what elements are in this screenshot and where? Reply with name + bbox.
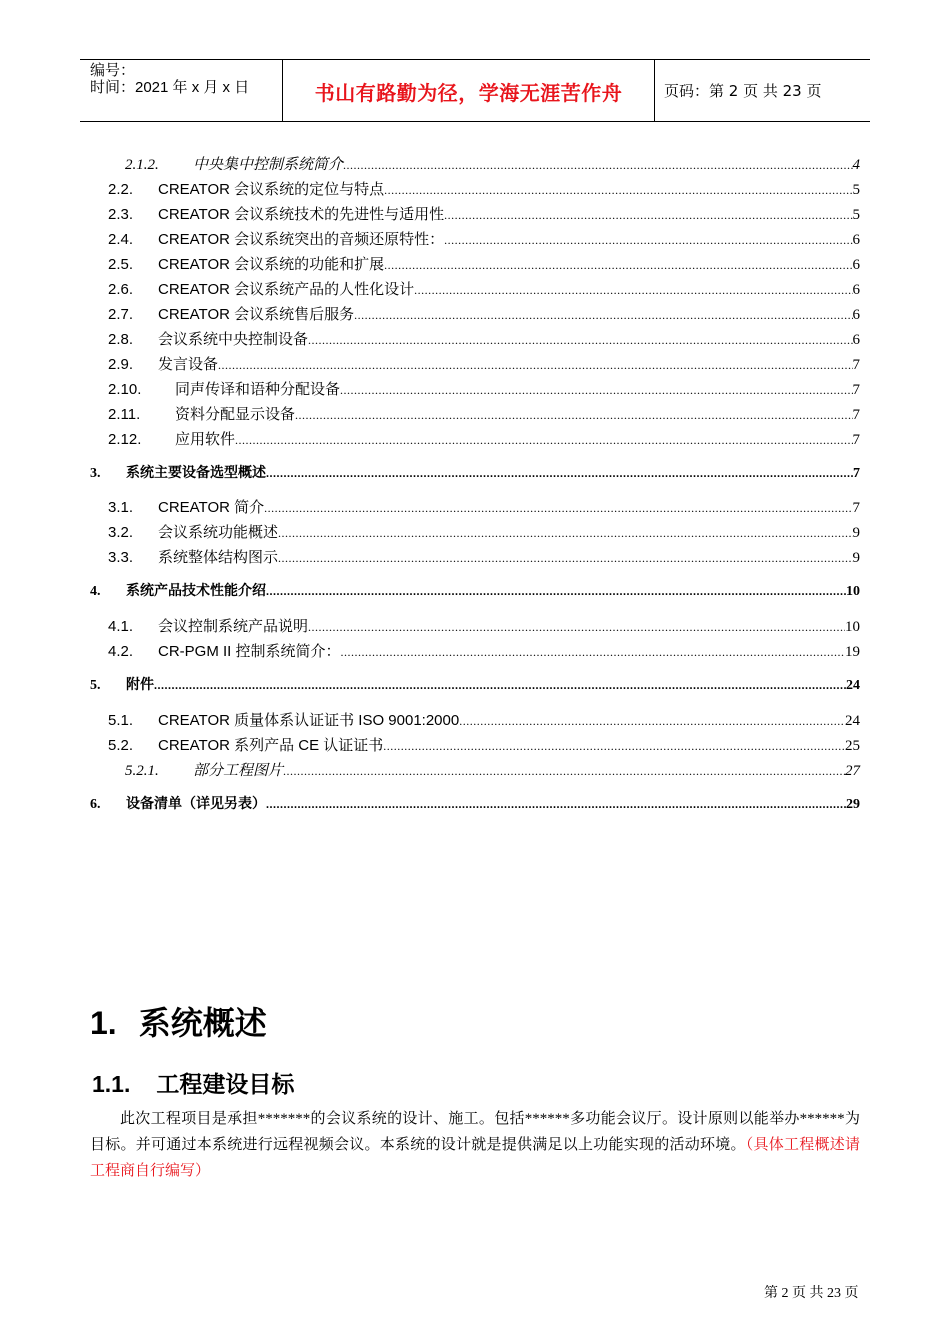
toc-number: 2.8.	[108, 331, 134, 348]
toc-entry[interactable]	[108, 615, 860, 635]
toc-number: 2.10.	[108, 381, 142, 398]
toc-number: 2.11.	[108, 406, 141, 423]
toc-title: 附件	[126, 677, 154, 693]
header-time-label: 时间：2021 年 x 月 x 日	[90, 79, 250, 96]
toc-page: 6	[852, 307, 860, 323]
section-heading	[90, 998, 267, 1044]
toc-leader	[308, 620, 845, 635]
toc-page: 24	[845, 713, 860, 729]
toc-entry[interactable]	[90, 580, 860, 600]
toc-number: 2.1.2.	[125, 157, 159, 173]
toc-number: 2.3.	[108, 206, 134, 223]
toc-number: 2.2.	[108, 181, 134, 198]
subsection-number: 1.1.	[92, 1071, 131, 1097]
toc-number: 5.1.	[108, 712, 134, 729]
toc-entry[interactable]	[108, 203, 860, 223]
toc-page: 27	[845, 763, 860, 779]
toc-leader	[283, 764, 845, 779]
toc-title: CREATOR 会议系统的功能和扩展	[158, 256, 385, 273]
header-motto: 书山有路勤为径，学海无涯苦作舟	[314, 81, 623, 105]
toc-leader	[266, 466, 853, 481]
toc-leader	[341, 645, 846, 660]
toc-number: 5.	[90, 678, 101, 693]
toc-entry[interactable]	[108, 521, 860, 541]
toc-page: 9	[852, 550, 860, 566]
toc-number: 3.	[90, 466, 101, 481]
toc-title: 系统主要设备选型概述	[126, 465, 266, 481]
toc-leader	[384, 183, 852, 198]
toc-title: 同声传译和语种分配设备	[175, 381, 341, 398]
toc-page: 6	[852, 257, 860, 273]
toc-page: 7	[852, 407, 860, 423]
toc-entry[interactable]	[90, 793, 860, 813]
toc-number: 6.	[90, 797, 101, 812]
header-number-label: 编号：	[90, 62, 136, 79]
toc-entry[interactable]	[108, 353, 860, 373]
toc-leader	[235, 433, 852, 448]
toc-leader	[383, 739, 845, 754]
toc-title: CREATOR 会议系统的定位与特点	[158, 181, 385, 198]
toc-entry[interactable]	[108, 546, 860, 566]
toc-number: 2.7.	[108, 306, 134, 323]
toc-page: 6	[852, 282, 860, 298]
toc-page: 5	[852, 207, 860, 223]
toc-page: 7	[852, 500, 860, 516]
toc-number: 5.2.1.	[125, 763, 159, 779]
toc-leader	[295, 408, 852, 423]
toc-number: 5.2.	[108, 737, 134, 754]
toc-entry[interactable]	[108, 178, 860, 198]
toc-page: 25	[845, 738, 860, 754]
toc-page: 7	[852, 357, 860, 373]
toc-title: 会议系统功能概述	[158, 524, 279, 541]
toc-leader	[278, 526, 852, 541]
body-paragraph	[90, 1106, 860, 1184]
page-footer: 第 2 页 共 23 页	[764, 1286, 859, 1301]
toc-number: 2.6.	[108, 281, 134, 298]
toc-leader	[308, 333, 852, 348]
toc-title: CREATOR 系列产品 CE 认证证书	[158, 737, 384, 754]
toc-title: 系统产品技术性能介绍	[126, 583, 266, 599]
toc-number: 4.	[90, 584, 101, 599]
toc-entry[interactable]	[108, 709, 860, 729]
toc-title: 部分工程图片	[193, 762, 284, 779]
toc-title: CR-PGM II 控制系统简介：	[158, 643, 341, 660]
toc-title: 资料分配显示设备	[175, 406, 296, 423]
toc-entry[interactable]	[108, 403, 860, 423]
toc-leader	[218, 358, 852, 373]
paragraph-note: （具体工程概述请工程商自行编写）	[90, 1137, 860, 1179]
toc-number: 4.1.	[108, 618, 134, 635]
toc-title: 系统整体结构图示	[158, 549, 279, 566]
toc-entry[interactable]	[125, 153, 860, 173]
toc-title: CREATOR 简介	[158, 499, 265, 516]
toc-number: 3.3.	[108, 549, 134, 566]
toc-title: CREATOR 会议系统售后服务	[158, 306, 355, 323]
subsection-heading	[92, 1066, 294, 1099]
toc-page: 29	[846, 797, 860, 812]
paragraph-text: 此次工程项目是承担*******的会议系统的设计、施工。包括******多功能会议厅。设计原则以能举办******为目标。并可通过本系统进行远程视频会议。本系统的设计就是提供满足以上功能实现的活动环境。	[90, 1111, 860, 1153]
toc-title: CREATOR 质量体系认证证书 ISO 9001:2000	[158, 712, 460, 729]
toc-entry[interactable]	[108, 378, 860, 398]
toc-page: 6	[852, 332, 860, 348]
toc-leader	[444, 208, 852, 223]
toc-page: 7	[852, 382, 860, 398]
toc-entry[interactable]	[108, 428, 860, 448]
toc-leader	[278, 551, 852, 566]
toc-title: 设备清单（详见另表）	[126, 796, 266, 812]
toc-entry[interactable]	[108, 734, 860, 754]
toc-entry[interactable]	[108, 496, 860, 516]
toc-entry[interactable]	[125, 759, 860, 779]
toc-leader	[154, 678, 846, 693]
toc-page: 10	[845, 619, 860, 635]
toc-leader	[444, 233, 852, 248]
toc-number: 4.2.	[108, 643, 134, 660]
toc-page: 7	[853, 466, 860, 481]
toc-number: 2.12.	[108, 431, 142, 448]
subsection-title: 工程建设目标	[156, 1072, 295, 1098]
toc-title: 发言设备	[158, 356, 219, 373]
header-page-info: 页码：第 2 页 共 23 页	[664, 82, 822, 100]
toc-title: 会议系统中央控制设备	[158, 331, 309, 348]
toc-entry[interactable]	[108, 278, 860, 298]
toc-title: CREATOR 会议系统技术的先进性与适用性	[158, 206, 445, 223]
toc-page: 7	[852, 432, 860, 448]
toc-title: 会议控制系统产品说明	[158, 618, 309, 635]
toc-leader	[384, 258, 852, 273]
toc-number: 2.4.	[108, 231, 134, 248]
toc-entry[interactable]	[108, 253, 860, 273]
toc-entry[interactable]	[108, 328, 860, 348]
toc-entry[interactable]	[108, 228, 860, 248]
toc-leader	[340, 383, 852, 398]
toc-leader	[414, 283, 852, 298]
toc-number: 2.5.	[108, 256, 134, 273]
toc-title: CREATOR 会议系统突出的音频还原特性：	[158, 231, 445, 248]
toc-number: 3.1.	[108, 499, 134, 516]
header-meta	[90, 62, 249, 96]
toc-title: CREATOR 会议系统产品的人性化设计	[158, 281, 415, 298]
toc-leader	[343, 158, 852, 173]
toc-leader	[459, 714, 845, 729]
toc-leader	[266, 584, 846, 599]
toc-entry[interactable]	[108, 303, 860, 323]
toc-title: 中央集中控制系统简介	[193, 156, 344, 173]
toc-leader	[266, 797, 846, 812]
page-header	[80, 59, 870, 122]
toc-number: 2.9.	[108, 356, 134, 373]
toc-page: 10	[846, 584, 860, 599]
toc-page: 5	[852, 182, 860, 198]
toc-entry[interactable]	[90, 674, 860, 694]
toc-page: 4	[852, 157, 860, 173]
toc-page: 9	[852, 525, 860, 541]
section-title: 系统概述	[138, 1004, 267, 1042]
toc-leader	[264, 501, 852, 516]
toc-title: 应用软件	[175, 431, 236, 448]
toc-number: 3.2.	[108, 524, 134, 541]
toc-page: 6	[852, 232, 860, 248]
toc-entry[interactable]	[90, 462, 860, 482]
section-number: 1.	[90, 1005, 117, 1041]
toc-page: 24	[846, 678, 860, 693]
toc-page: 19	[845, 644, 860, 660]
toc-entry[interactable]	[108, 640, 860, 660]
toc-leader	[354, 308, 852, 323]
header-divider	[654, 60, 655, 121]
